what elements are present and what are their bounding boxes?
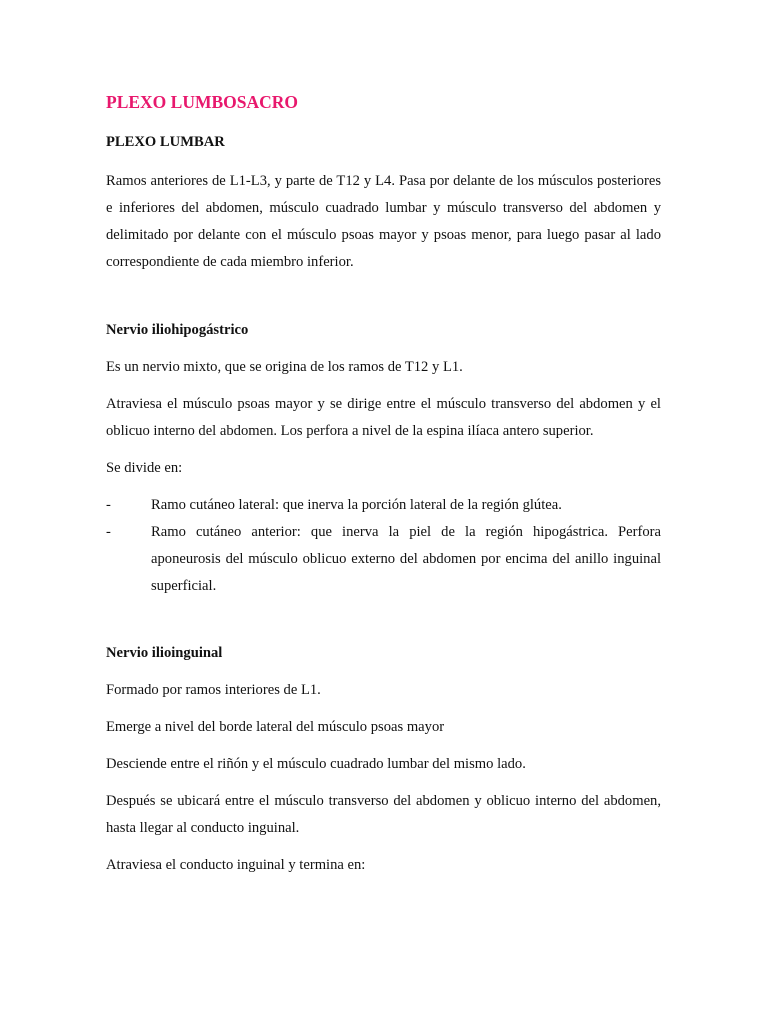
list-item <box>106 519 661 600</box>
paragraph: Se divide en: <box>106 460 183 476</box>
paragraph: Emerge a nivel del borde lateral del músculo psoas mayor <box>106 719 445 735</box>
dash-bullet: - <box>106 524 111 540</box>
list-item-text: Ramo cutáneo anterior: que inerva la piel de la región hipogástrica. Perfora aponeurosis del músculo oblicuo externo del abdomen por encima del anillo inguinal superficial. <box>151 524 661 594</box>
paragraph: Atraviesa el músculo psoas mayor y se dirige entre el músculo transverso del abdomen y el oblicuo interno del abdomen. Los perfora a nivel de la espina ilíaca antero superior. <box>106 396 661 439</box>
dash-bullet: - <box>106 497 111 513</box>
heading-nervio-ilioinguinal: Nervio ilioinguinal <box>106 645 223 661</box>
list-item-text: Ramo cutáneo lateral: que inerva la porción lateral de la región glútea. <box>151 497 562 513</box>
paragraph: Atraviesa el conducto inguinal y termina en: <box>106 857 366 873</box>
list-item <box>106 492 661 519</box>
document-body <box>106 90 661 889</box>
heading-nervio-iliohipogastrico: Nervio iliohipogástrico <box>106 322 249 338</box>
document-title: PLEXO LUMBOSACRO <box>106 92 299 112</box>
intro-paragraph: Ramos anteriores de L1-L3, y parte de T12 y L4. Pasa por delante de los músculos posteriores e inferiores del abdomen, músculo cuadrado lumbar y músculo transverso del abdomen y delimitado por delante con el músculo psoas mayor y psoas menor, para luego pasar al lado correspondiente de cada miembro inferior. <box>106 173 661 270</box>
paragraph: Desciende entre el riñón y el músculo cuadrado lumbar del mismo lado. <box>106 756 526 772</box>
branch-list <box>106 492 661 600</box>
paragraph: Después se ubicará entre el músculo transverso del abdomen y oblicuo interno del abdomen, hasta llegar al conducto inguinal. <box>106 793 661 836</box>
paragraph: Formado por ramos interiores de L1. <box>106 682 321 698</box>
paragraph: Es un nervio mixto, que se origina de los ramos de T12 y L1. <box>106 359 463 375</box>
section-title-plexo-lumbar: PLEXO LUMBAR <box>106 134 225 150</box>
